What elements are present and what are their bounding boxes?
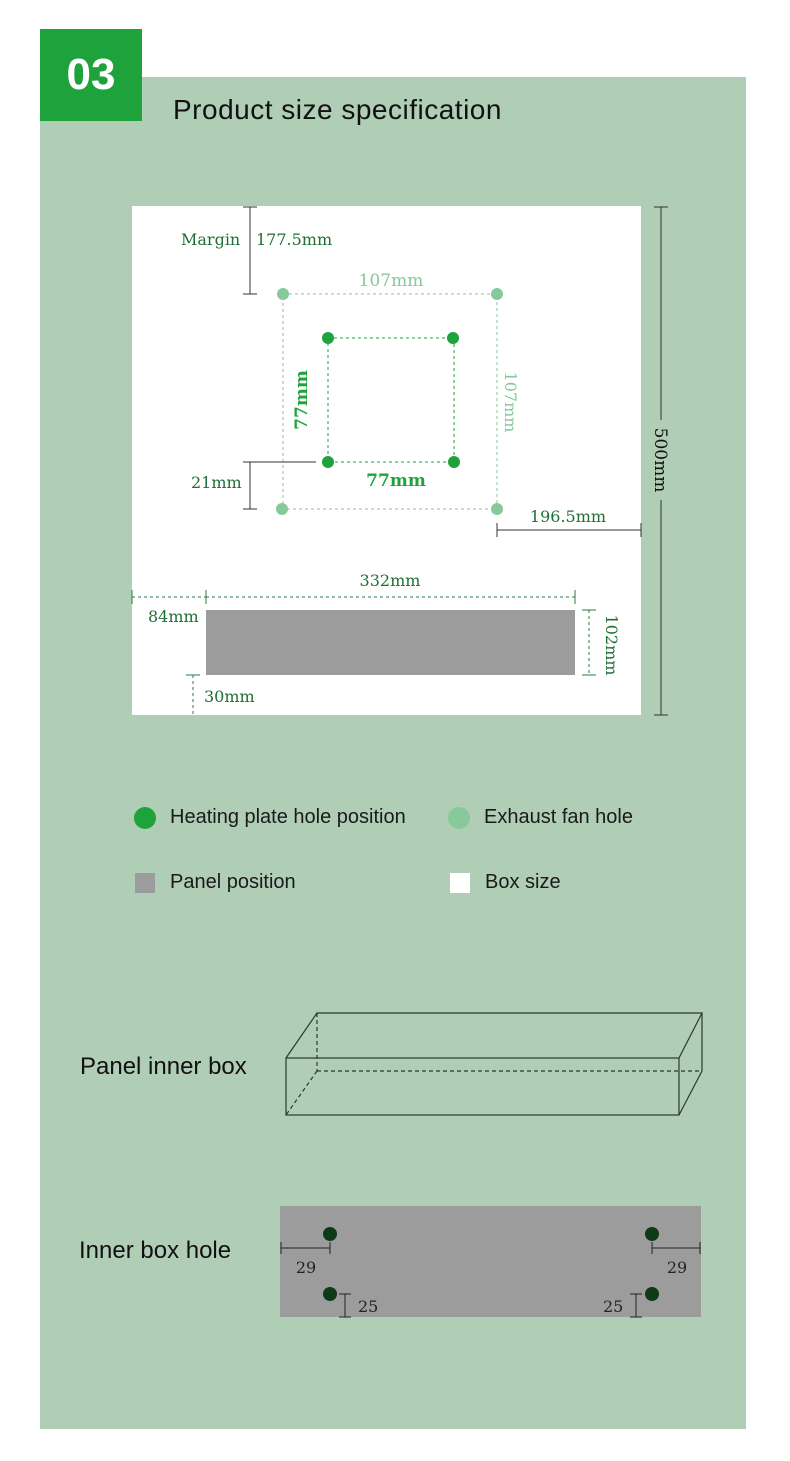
inner-box-hole-plate [280, 1206, 701, 1317]
fan-height-label: 107mm [501, 371, 520, 433]
plate-height-label: 77mm [292, 370, 312, 430]
section-number-badge: 03 [40, 29, 142, 121]
exhaust-fan-hole [276, 503, 288, 515]
heating-plate-hole [447, 332, 459, 344]
inner-box-hole [645, 1227, 659, 1241]
exhaust-fan-hole [491, 288, 503, 300]
hole-right-x-label: 29 [666, 1258, 688, 1277]
legend-panel-position-label: Panel position [170, 871, 296, 893]
legend-box-size-label: Box size [485, 871, 561, 893]
margin-label: Margin [181, 230, 241, 249]
heating-plate-hole [448, 456, 460, 468]
exhaust-fan-hole [277, 288, 289, 300]
panel-left-label: 84mm [148, 607, 199, 626]
box-height-label: 500mm [650, 427, 670, 493]
legend-heating-plate [134, 806, 406, 829]
legend-panel-position [135, 871, 296, 894]
panel-rect [206, 610, 575, 675]
panel-width-label: 332mm [359, 571, 421, 590]
hole-right-y-label: 25 [603, 1297, 624, 1316]
inner-box-hole-label: Inner box hole [79, 1237, 232, 1264]
box-swatch [450, 873, 470, 893]
inner-box-hole [323, 1287, 337, 1301]
panel-swatch [135, 873, 155, 893]
heating-plate-hole [322, 332, 334, 344]
legend-box-size [450, 871, 561, 894]
panel-height-label: 102mm [602, 614, 621, 676]
exhaust-fan-hole [491, 503, 503, 515]
hole-left-x-label: 29 [295, 1258, 317, 1277]
panel-inner-box-label: Panel inner box [80, 1053, 247, 1080]
inner-box-hole [645, 1287, 659, 1301]
legend-heating-plate-label: Heating plate hole position [170, 806, 406, 828]
legend-exhaust-fan-label: Exhaust fan hole [484, 806, 633, 828]
hole-left-y-label: 25 [358, 1297, 379, 1316]
page-title: Product size specification [173, 94, 502, 125]
legend-exhaust-fan [448, 806, 633, 829]
heating-plate-swatch [134, 807, 156, 829]
panel-bottom-label: 30mm [204, 687, 255, 706]
heating-plate-hole [322, 456, 334, 468]
bottom-offset-label: 21mm [191, 473, 242, 492]
right-offset-label: 196.5mm [529, 507, 607, 526]
panel-inner-box-drawing [286, 1013, 702, 1115]
plate-width-label: 77mm [366, 471, 426, 491]
fan-width-label: 107mm [358, 271, 424, 291]
exhaust-fan-swatch [448, 807, 470, 829]
inner-box-hole [323, 1227, 337, 1241]
margin-value: 177.5mm [256, 230, 333, 249]
